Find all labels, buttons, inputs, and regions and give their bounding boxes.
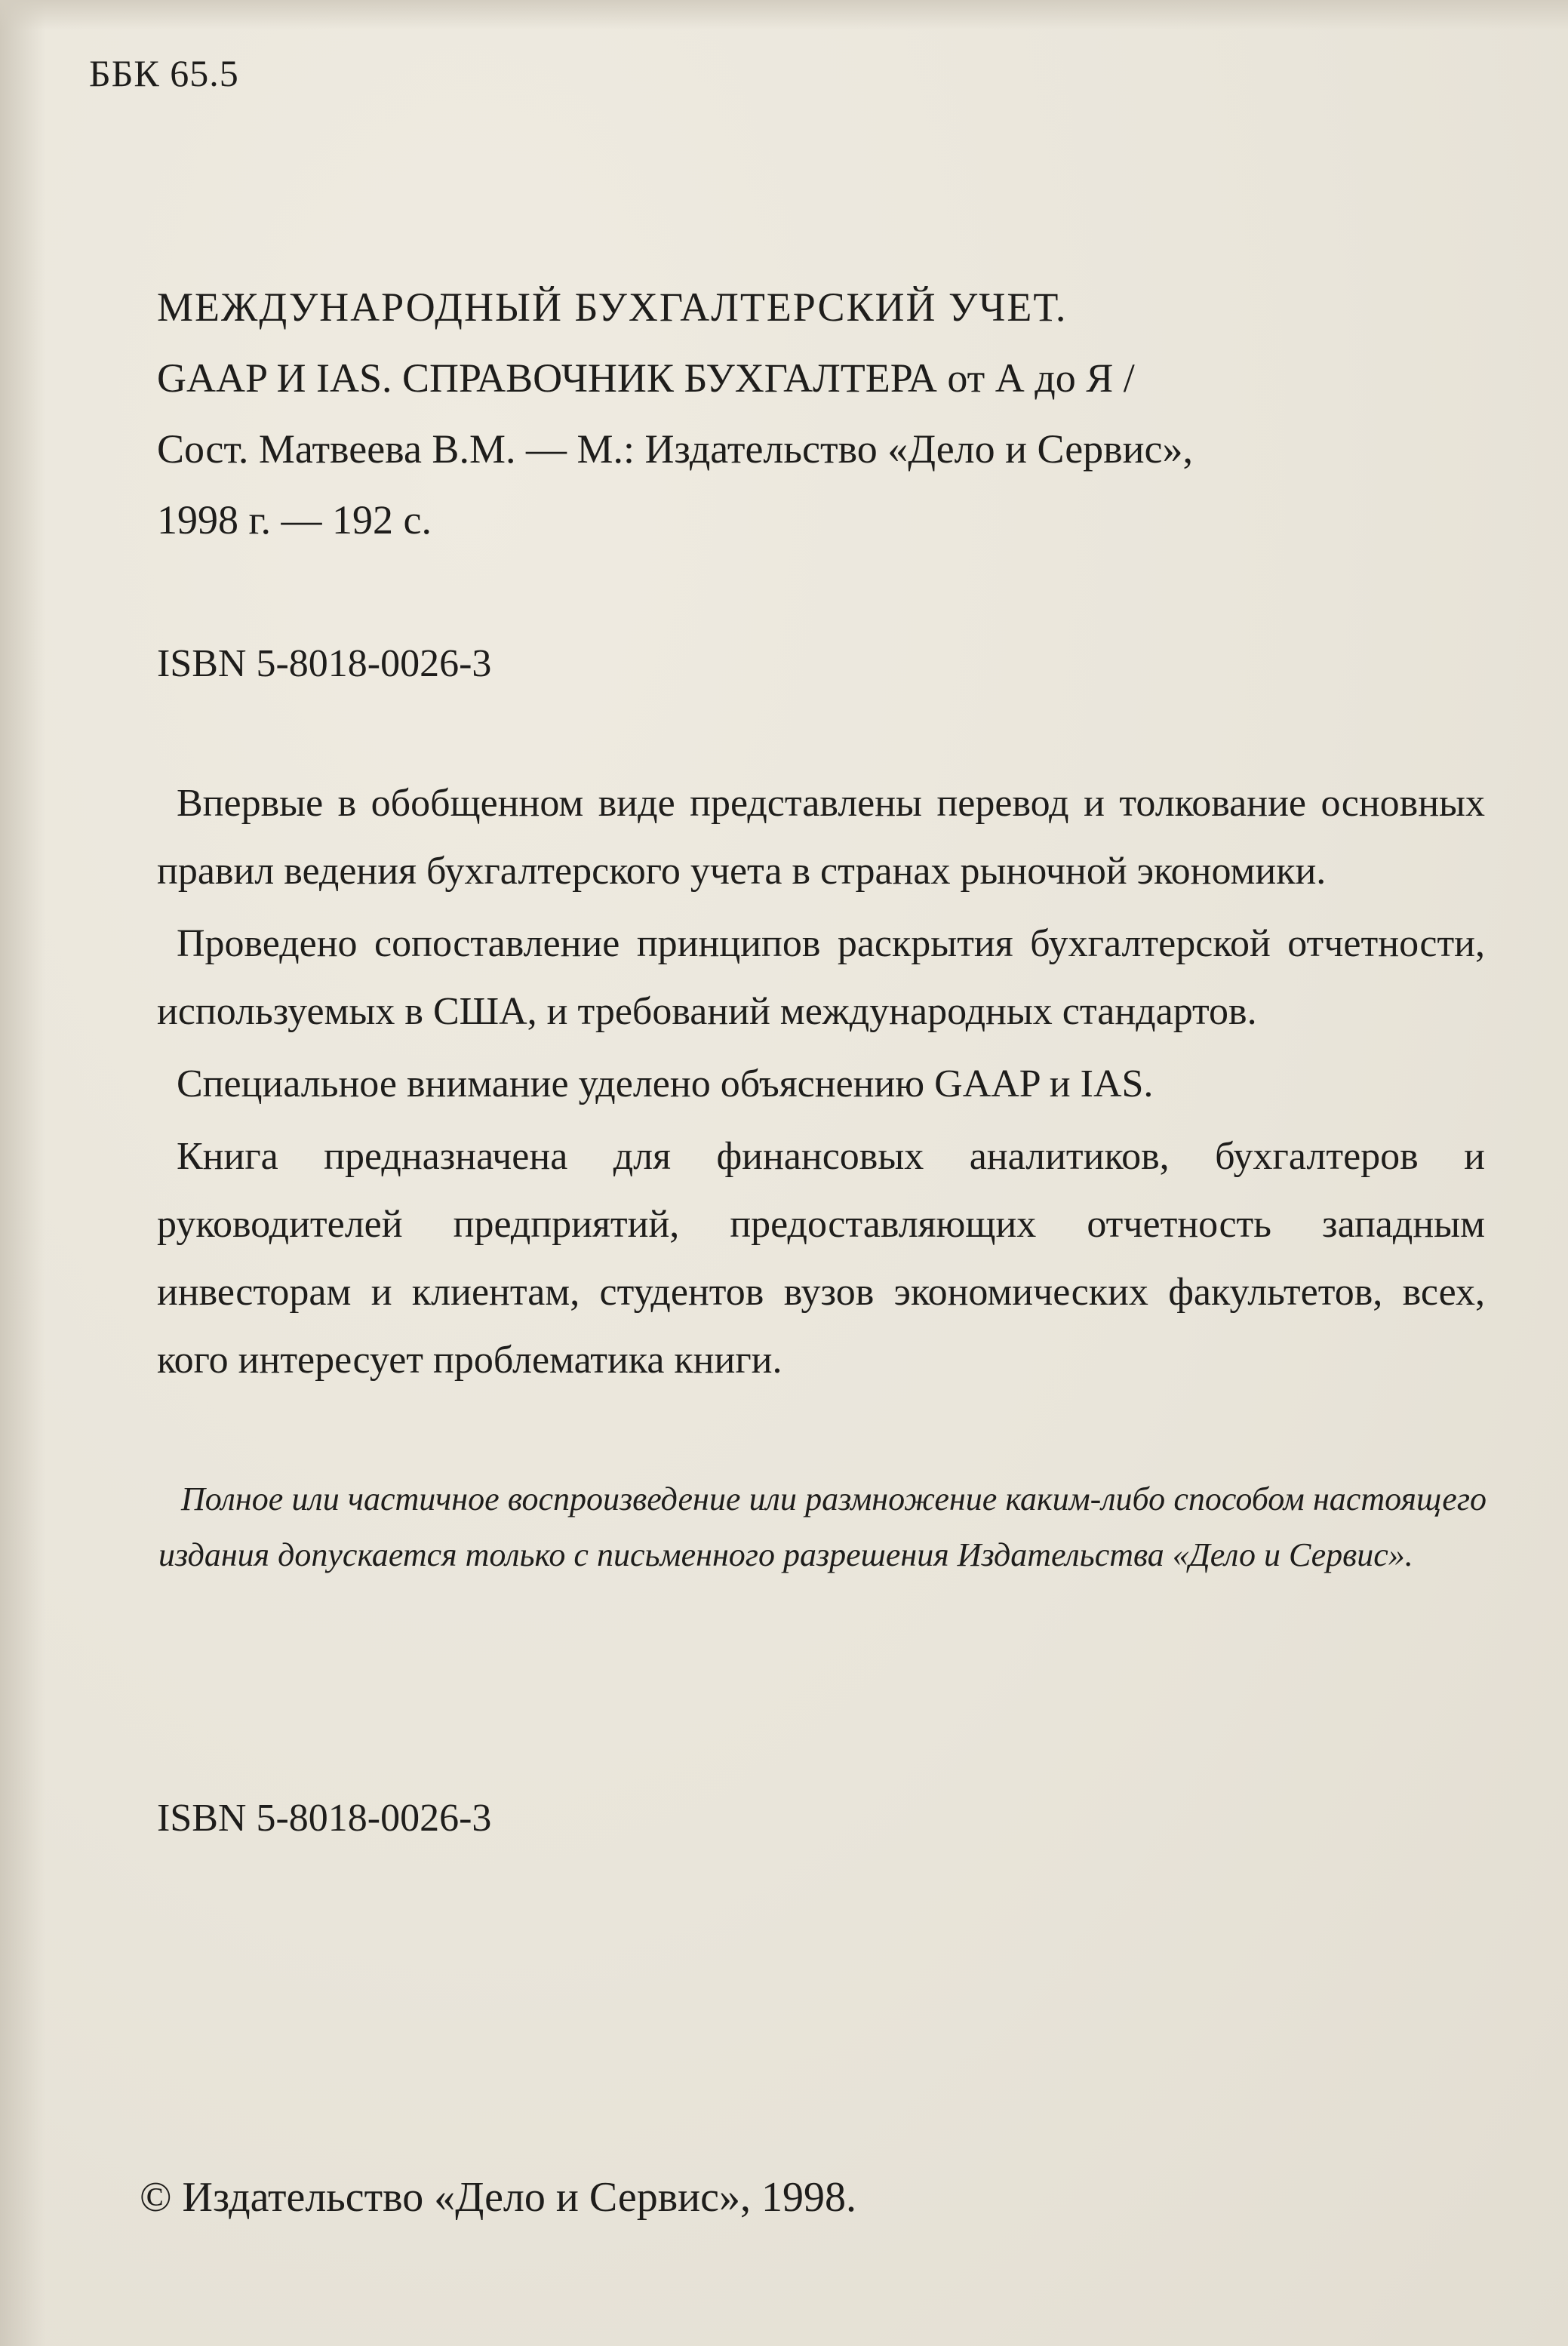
copyright-notice: Полное или частичное воспроизведение или размножение каким-либо способом настоящего издания допускается только с письменного разрешения Издательства «Дело и Сервис». bbox=[158, 1480, 1487, 1573]
bib-title-line-2: GAAP И IAS. СПРАВОЧНИК БУХГАЛТЕРА от А до Я / bbox=[157, 355, 1135, 401]
annotation-paragraph-3: Специальное внимание уделено объяснению GAAP и IAS. bbox=[177, 1062, 1154, 1105]
isbn-top: ISBN 5-8018-0026-3 bbox=[157, 642, 492, 685]
isbn-bottom: ISBN 5-8018-0026-3 bbox=[157, 1797, 492, 1840]
bib-year-pages: 1998 г. — 192 с. bbox=[157, 497, 432, 543]
annotation-paragraph-2: Проведено сопоставление принципов раскрытия бухгалтерской отчетности, используемых в США, и требований международных стандартов. bbox=[157, 922, 1485, 1033]
colophon bbox=[140, 2173, 856, 2221]
bbk-classification: ББК 65.5 bbox=[89, 52, 239, 94]
annotation-paragraph-4: Книга предназначена для финансовых аналитиков, бухгалтеров и руководителей предприятий, предоставляющих отчетность западным инвесторам и клиентам, студентов вузов экономических факультетов, всех, кого интересует проблематика книги. bbox=[157, 1135, 1485, 1382]
bibliographic-record bbox=[157, 272, 1485, 555]
copyright-symbol: © bbox=[140, 2174, 172, 2221]
annotation-paragraph-1: Впервые в обобщенном виде представлены перевод и толкование основных правил ведения бухгалтерского учета в странах рыночной экономики. bbox=[157, 782, 1485, 893]
annotation bbox=[157, 770, 1485, 1399]
bib-compiler-publisher: Сост. Матвеева В.М. — М.: Издательство «Дело и Сервис», bbox=[157, 426, 1194, 472]
colophon-text: Издательство «Дело и Сервис», 1998. bbox=[182, 2174, 857, 2221]
bib-title-line-1: МЕЖДУНАРОДНЫЙ БУХГАЛТЕРСКИЙ УЧЕТ. bbox=[157, 284, 1068, 330]
